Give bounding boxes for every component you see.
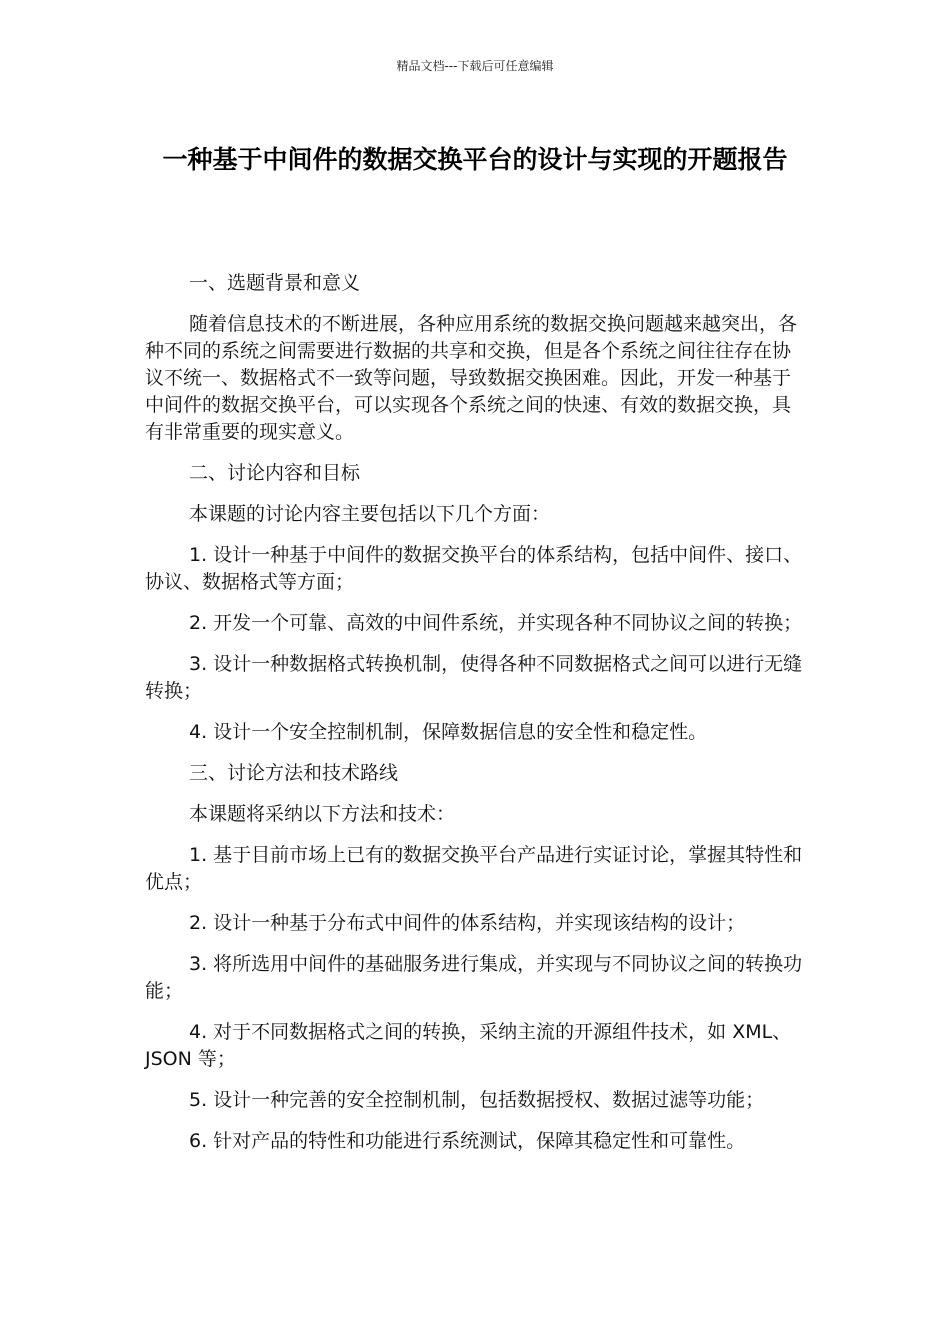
section-heading-method: 三、讨论方法和技术路线	[189, 762, 399, 784]
list-item-content-3: 3. 设计一种数据格式转换机制，使得各种不同数据格式之间可以进行无缝转换；	[145, 653, 803, 702]
list-item-method-5: 5. 设计一种完善的安全控制机制，包括数据授权、数据过滤等功能；	[189, 1089, 765, 1111]
list-item-content-4: 4. 设计一个安全控制机制，保障数据信息的安全性和稳定性。	[189, 721, 708, 743]
list-item-content-2: 2. 开发一个可靠、高效的中间件系统，并实现各种不同协议之间的转换；	[189, 612, 803, 634]
page-header: 精品文档---下载后可任意编辑	[396, 59, 554, 73]
document-title: 一种基于中间件的数据交换平台的设计与实现的开题报告	[162, 145, 788, 174]
list-item-method-1: 1. 基于目前市场上已有的数据交换平台产品进行实证讨论，掌握其特性和优点；	[145, 844, 803, 893]
section-heading-content: 二、讨论内容和目标	[189, 462, 361, 484]
paragraph-method-intro: 本课题将采纳以下方法和技术：	[189, 803, 456, 825]
section-heading-background: 一、选题背景和意义	[189, 272, 361, 294]
document-body	[145, 270, 807, 1169]
list-item-method-4: 4. 对于不同数据格式之间的转换，采纳主流的开源组件技术，如 XML、JSON 等；	[145, 1021, 792, 1070]
list-item-method-6: 6. 针对产品的特性和功能进行系统测试，保障其稳定性和可靠性。	[189, 1130, 746, 1152]
list-item-content-1: 1. 设计一种基于中间件的数据交换平台的体系结构，包括中间件、接口、协议、数据格式等方面；	[145, 544, 803, 593]
list-item-method-3: 3. 将所选用中间件的基础服务进行集成，并实现与不同协议之间的转换功能；	[145, 953, 803, 1002]
paragraph-background: 随着信息技术的不断进展，各种应用系统的数据交换问题越来越突出，各种不同的系统之间需要进行数据的共享和交换，但是各个系统之间往往存在协议不统一、数据格式不一致等问题，导致数据交换困难。因此，开发一种基于中间件的数据交换平台，可以实现各个系统之间的快速、有效的数据交换，具有非常重要的现实意义。	[145, 313, 798, 443]
paragraph-content-intro: 本课题的讨论内容主要包括以下几个方面：	[189, 503, 551, 525]
list-item-method-2: 2. 设计一种基于分布式中间件的体系结构，并实现该结构的设计；	[189, 912, 746, 934]
